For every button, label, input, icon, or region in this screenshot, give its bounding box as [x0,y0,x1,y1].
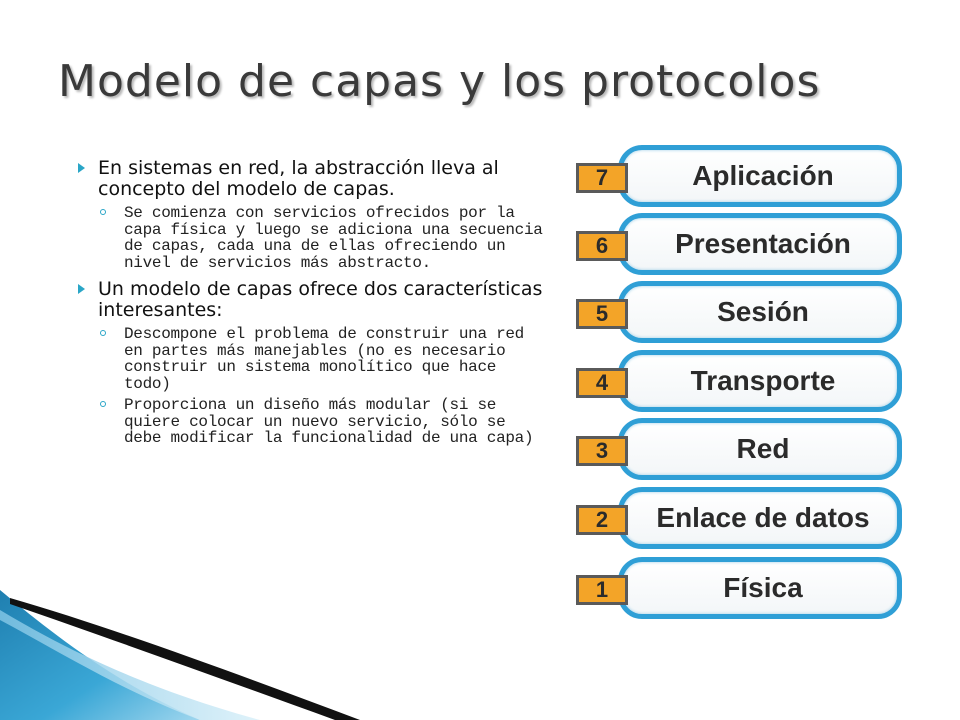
layer-name: Presentación [675,228,851,259]
sub-bullet-item [98,205,548,271]
layer-6 [568,213,908,273]
layer-2 [568,487,908,547]
circle-bullet-icon [100,209,106,215]
bullet-text: Un modelo de capas ofrece dos características interesantes: [98,278,543,321]
layer-name: Sesión [717,296,809,327]
circle-bullet-icon [100,330,106,336]
sub-bullet-text: Descompone el problema de construir una red en partes más manejables (no es necesario construir un sistema monolítico que hace todo) [124,325,524,393]
layer-name: Red [736,433,790,464]
layer-number: 5 [576,299,628,329]
triangle-bullet-icon [78,163,85,173]
corner-swoosh-decoration [0,590,420,720]
triangle-bullet-icon [78,284,85,294]
layer-number: 6 [576,231,628,261]
layer-name: Aplicación [692,160,834,191]
slide-title: Modelo de capas y los protocolos [58,56,821,107]
sub-bullet-item [98,397,548,447]
sub-bullet-text: Proporciona un diseño más modular (si se quiere colocar un nuevo servicio, sólo se debe modificar la funcionalidad de una capa) [124,396,534,447]
layer-1 [568,557,908,617]
bullet-text: En sistemas en red, la abstracción lleva al concepto del modelo de capas. [98,157,499,200]
bullet-item [78,158,548,271]
circle-bullet-icon [100,401,106,407]
layer-name: Física [723,572,803,603]
layer-number: 2 [576,505,628,535]
layer-name: Enlace de datos [656,502,870,533]
bullet-list [78,158,548,455]
layer-3 [568,418,908,478]
layer-number: 7 [576,163,628,193]
layer-7 [568,145,908,205]
layer-5 [568,281,908,341]
layer-name: Transporte [690,365,836,396]
layer-4 [568,350,908,410]
sub-bullet-text: Se comienza con servicios ofrecidos por la capa física y luego se adiciona una secuencia de capas, cada una de ellas ofreciendo un nivel de servicios más abstracto. [124,204,543,272]
osi-layers-diagram [568,145,908,630]
layer-number: 3 [576,436,628,466]
sub-bullet-item [98,326,548,392]
layer-number: 1 [576,575,628,605]
bullet-item [78,279,548,447]
layer-number: 4 [576,368,628,398]
